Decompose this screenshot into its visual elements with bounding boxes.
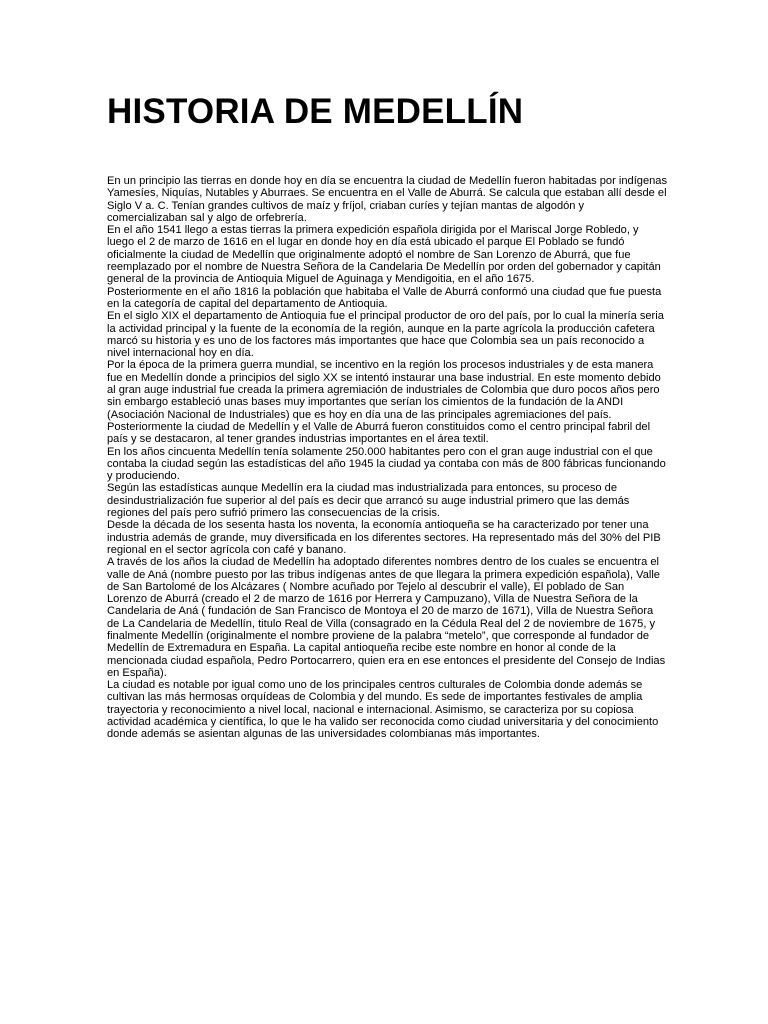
paragraph-fifties-population: En los años cincuenta Medellín tenía solamente 250.000 habitantes pero con el gran auge industrial con el que contaba la ciudad según las estadísticas del año 1945 la ciudad ya contaba con más de 800 fábricas funcionando y produciendo. [107, 445, 666, 483]
paragraph-spanish-expedition: En el año 1541 llego a estas tierras la primera expedición española dirigida por el Mariscal Jorge Robledo, y luego el 2 de marzo de 1616 en el lugar en donde hoy en día está ubicado el parque El Poblado se fundó oficialmente la ciudad de Medellín que originalmente adoptó el nombre de San Lorenzo de Aburrá, que fue reemplazado por el nombre de Nuestra Señora de la Candelaria De Medellín por orden del gobernador y capitán general de la provincia de Antioquia Miguel de Aguinaga y Mendigoitia, en el año 1675. [107, 224, 661, 286]
document-body [107, 175, 667, 741]
page-title: HISTORIA DE MEDELLÍN [107, 92, 524, 131]
paragraph-indigenous-origins: En un principio las tierras en donde hoy en día se encuentra la ciudad de Medellín fueron habitadas por indígenas Yamesíes, Niquías, Nutables y Aburraes. Se encuentra en el Valle de Aburrá. Se calcula que estaban allí desde el Siglo V a. C. Tenían grandes cultivos de maíz y fríjol, criaban curíes y tejían mantas de algodón y comercializaban sal y algo de orfebrería. [107, 175, 667, 224]
paragraph-textile-center: Posteriormente la ciudad de Medellín y el Valle de Aburrá fueron constituidos como el centro principal fabril del país y se destacaron, al tener grandes industrias importantes en el área textil. [107, 420, 651, 446]
paragraph-deindustrialization: Según las estadísticas aunque Medellín era la ciudad mas industrializada para entonces, su proceso de desindustrialización fue superior al del país es decir que arrancó su auge industrial primero que las demás regiones del país pero sufrió primero las consecuencias de la crisis. [107, 482, 630, 520]
paragraph-1816-capital: Posteriormente en el año 1816 la población que habitaba el Valle de Aburrá conformó una ciudad que fue puesta en la categoría de capital del departamento de Antioquia. [107, 285, 662, 310]
paragraph-cultural-center: La ciudad es notable por igual como uno de los principales centros culturales de Colombia donde además se cultivan las más hermosas orquídeas de Colombia y del mundo. Es sede de importantes festivales de amplia trayectoria y reconocimiento a nivel local, nacional e internacional. Asimismo, se caracteriza por su copiosa actividad académica y científica, lo que le ha valido ser reconocida como ciudad universitaria y del conocimiento donde además se asientan algunas de las universidades colombianas más importantes. [107, 679, 659, 741]
paragraph-economy-sixties-nineties: Desde la década de los sesenta hasta los noventa, la economía antioqueña se ha caracterizado por tener una industria además de grande, muy diversificada en los diferentes sectores. Ha representado más del 30% del PIB regional en el sector agrícola con café y banano. [107, 519, 661, 556]
paragraph-city-names: A través de los años la ciudad de Medellín ha adoptado diferentes nombres dentro de los cuales se encuentra el valle de Aná (nombre puesto por las tribus indígenas antes de que llegara la primera expedición española), Valle de San Bartolomé de los Alcázares ( Nombre acuñado por Tejelo al descubrir el valle), El poblado de San Lorenzo de Aburrá (creado el 2 de marzo de 1616 por Herrera y Campuzano), Villa de Nuestra Señora de la Candelaria de Aná ( fundación de San Francisco de Montoya el 20 de marzo de 1671), Villa de Nuestra Señora de La Candelaria de Medellín, titulo Real de Villa (consagrado en la Cédula Real del 2 de noviembre de 1675, y finalmente Medellín (originalmente el nombre proviene de la palabra “metelo”, que corresponde al fundador de Medellín de Extremadura en España. La capital antioqueña recibe este nombre en honor al conde de la mencionada ciudad española, Pedro Portocarrero, quien era en ese entonces el presidente del Consejo de Indias en España). [107, 556, 666, 679]
paragraph-world-war-industry: Por la época de la primera guerra mundial, se incentivo en la región los procesos industriales y de esta manera fue en Medellín donde a principios del siglo XX se intentó instaurar una base industrial. En este momento debido al gran auge industrial fue creada la primera agremiación de industriales de Colombia que duro pocos años pero sin embargo estableció unas bases muy importantes que serían los cimientos de la fundación de la ANDI (Asociación Nacional de Industriales) que es hoy en día una de las principales agremiaciones del país. [107, 359, 661, 421]
paragraph-19th-century-mining: En el siglo XIX el departamento de Antioquia fue el principal productor de oro del país, por lo cual la minería seria la actividad principal y la fuente de la economía de la región, aunque en la parte agrícola la producción cafetera marcó su historia y es uno de los factores más importantes que hace que Colombia sea un país reconocido a nivel internacional hoy en día. [107, 310, 664, 360]
